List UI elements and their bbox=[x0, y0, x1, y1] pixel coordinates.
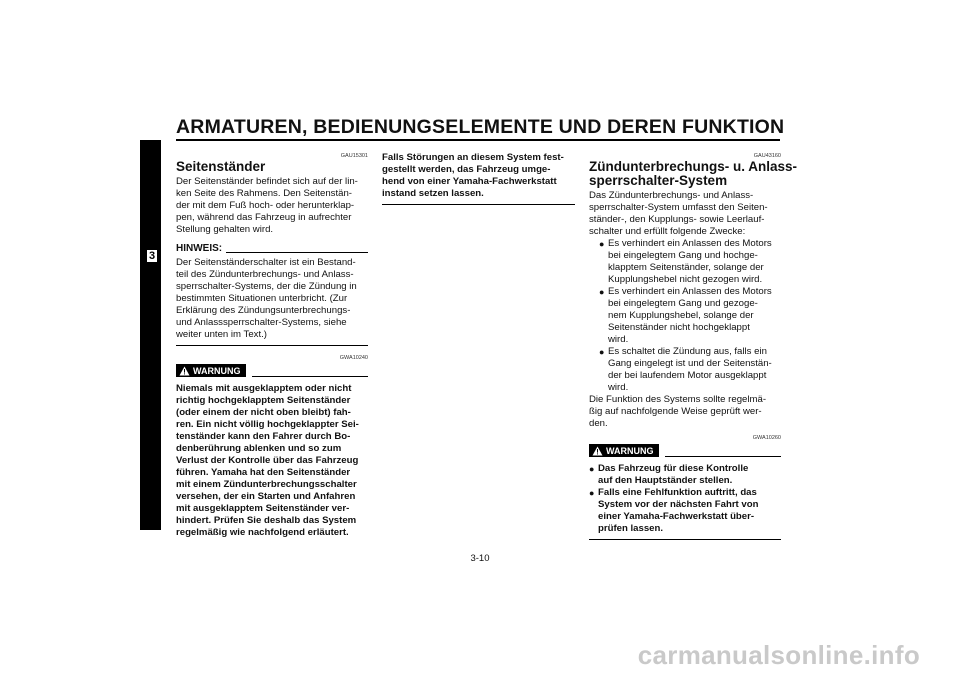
text-line: ren. Ein nicht völlig hochgeklappter Sei- bbox=[176, 419, 359, 430]
warning-text bbox=[176, 383, 368, 539]
section-tab bbox=[140, 140, 161, 530]
text-line: mit ausgeklapptem Seitenständer ver- bbox=[176, 503, 350, 514]
text-line: instand setzen lassen. bbox=[382, 188, 484, 199]
text-line: Die Funktion des Systems sollte regelmä- bbox=[589, 394, 767, 405]
text-line: Falls eine Fehlfunktion auftritt, das bbox=[598, 487, 757, 498]
text-line: auf den Hauptständer stellen. bbox=[598, 475, 733, 486]
warning-end-rule bbox=[589, 539, 781, 540]
list-item bbox=[599, 238, 781, 286]
warning-rule bbox=[252, 376, 369, 377]
text-line: ßig auf nachfolgende Weise geprüft wer- bbox=[589, 406, 762, 417]
text-line: regelmäßig wie nachfolgend erläutert. bbox=[176, 527, 349, 538]
text-line: Der Seitenständerschalter ist ein Bestand- bbox=[176, 257, 356, 268]
bullet-icon: ● bbox=[589, 488, 595, 498]
text-line: schalter und erfüllt folgende Zwecke: bbox=[589, 226, 746, 237]
text-line: prüfen lassen. bbox=[598, 523, 664, 534]
warning-badge bbox=[176, 364, 246, 377]
list-item bbox=[599, 346, 781, 394]
warning-triangle-icon bbox=[179, 366, 190, 376]
text-line: Stellung gehalten wird. bbox=[176, 224, 274, 235]
list-item bbox=[589, 487, 781, 535]
warning-text-continued bbox=[382, 152, 575, 200]
text-line: weiter unten im Text.) bbox=[176, 329, 267, 340]
note-label: HINWEIS: bbox=[176, 243, 223, 254]
warning-code: GWA10240 bbox=[339, 355, 368, 361]
text-line: sperrschalter-System umfasst den Seiten- bbox=[589, 202, 768, 213]
warning-bullet-list bbox=[589, 463, 781, 535]
text-line: Das Fahrzeug für diese Kontrolle bbox=[598, 463, 749, 474]
text-line: nem Kupplungshebel, solange der bbox=[608, 310, 754, 321]
text-line: führen. Yamaha hat den Seitenständer bbox=[176, 467, 351, 478]
text-line: Falls Störungen an diesem System fest- bbox=[382, 152, 564, 163]
text-line: ken Seite des Rahmens. Den Seitenstän- bbox=[176, 188, 352, 199]
text-line: teil des Zündunterbrechungs- und Anlass- bbox=[176, 269, 354, 280]
text-line: den. bbox=[589, 418, 608, 429]
note-header bbox=[176, 243, 368, 255]
bullet-icon: ● bbox=[589, 464, 595, 474]
warning-label: WARNUNG bbox=[606, 445, 654, 456]
bullet-icon: ● bbox=[599, 347, 605, 357]
text-line: denberührung ablenken und so zum bbox=[176, 443, 342, 454]
warning-header bbox=[176, 364, 368, 377]
warning-rule bbox=[665, 456, 782, 457]
text-line: Das Zündunterbrechungs- und Anlass- bbox=[589, 190, 754, 201]
text-line: hend von einer Yamaha-Fachwerkstatt bbox=[382, 176, 557, 187]
text-line: System vor der nächsten Fahrt von bbox=[598, 499, 759, 510]
text-line: wird. bbox=[608, 334, 629, 345]
text-line: Erklärung des Zündungsunterbrechungs- bbox=[176, 305, 351, 316]
note-text bbox=[176, 257, 368, 341]
bullet-icon: ● bbox=[599, 239, 605, 249]
list-item bbox=[589, 463, 781, 487]
section-heading-seitenstaender: Seitenständer bbox=[176, 159, 266, 174]
text-line: der mit dem Fuß hoch- oder herunterklap- bbox=[176, 200, 355, 211]
text-line: hindert. Prüfen Sie deshalb das System bbox=[176, 515, 357, 526]
note-end-rule bbox=[176, 345, 368, 346]
column-3 bbox=[589, 152, 798, 540]
bullet-icon: ● bbox=[599, 287, 605, 297]
text-line: Der Seitenständer befindet sich auf der lin- bbox=[176, 176, 358, 187]
list-item bbox=[599, 286, 781, 346]
section-code: GAU15301 bbox=[340, 153, 368, 159]
column-2 bbox=[382, 152, 575, 205]
text-line: pen, während das Fahrzeug in aufrechter bbox=[176, 212, 352, 223]
paragraph-intro bbox=[589, 190, 781, 238]
section-tab-number: 3 bbox=[148, 250, 156, 262]
warning-code: GWA10260 bbox=[752, 435, 781, 441]
paragraph-outro bbox=[589, 394, 781, 430]
text-line: sperrschalter-Systems, der die Zündung in bbox=[176, 281, 357, 292]
section-heading-zuendunterbrechung bbox=[589, 159, 798, 188]
text-line: Gang eingelegt ist und der Seitenstän- bbox=[608, 358, 772, 369]
text-line: Niemals mit ausgeklapptem oder nicht bbox=[176, 383, 352, 394]
text-line: versehen, der ein Starten und Anfahren bbox=[176, 491, 356, 502]
text-line: Es schaltet die Zündung aus, falls ein bbox=[608, 346, 767, 357]
text-line: der bei laufendem Motor ausgeklappt bbox=[608, 370, 767, 381]
warning-badge bbox=[589, 444, 659, 457]
title-rule bbox=[176, 139, 780, 141]
text-line: und Anlasssperrschalter-Systems, siehe bbox=[176, 317, 347, 328]
text-line: richtig hochgeklapptem Seitenständer bbox=[176, 395, 351, 406]
text-line: wird. bbox=[608, 382, 629, 393]
page-title: ARMATUREN, BEDIENUNGSELEMENTE UND DEREN FUNKTION bbox=[176, 116, 785, 138]
text-line: bei eingelegtem Gang und gezoge- bbox=[608, 298, 758, 309]
text-line: bei eingelegtem Gang und hochge- bbox=[608, 250, 758, 261]
text-line: ständer-, den Kupplungs- sowie Leerlauf- bbox=[589, 214, 765, 225]
bullet-list bbox=[589, 238, 781, 394]
warning-triangle-icon bbox=[592, 446, 603, 456]
heading-line: Zündunterbrechungs- u. Anlass- bbox=[589, 159, 798, 174]
section-code: GAU43160 bbox=[753, 153, 781, 159]
paragraph-seitenstaender bbox=[176, 176, 368, 236]
text-line: Es verhindert ein Anlassen des Motors bbox=[608, 286, 772, 297]
text-line: Es verhindert ein Anlassen des Motors bbox=[608, 238, 772, 249]
text-line: Kupplungshebel nicht gezogen wird. bbox=[608, 274, 763, 285]
heading-line: sperrschalter-System bbox=[589, 173, 728, 188]
page-number: 3-10 bbox=[470, 553, 490, 564]
warning-end-rule bbox=[382, 204, 575, 205]
text-line: mit einem Zündunterbrechungsschalter bbox=[176, 479, 357, 490]
text-line: gestellt werden, das Fahrzeug umge- bbox=[382, 164, 551, 175]
warning-label: WARNUNG bbox=[193, 365, 241, 376]
note-rule bbox=[226, 252, 368, 253]
watermark: carmanualsonline.info bbox=[637, 640, 920, 670]
text-line: Verlust der Kontrolle über das Fahrzeug bbox=[176, 455, 359, 466]
text-line: Seitenständer nicht hochgeklappt bbox=[608, 322, 750, 333]
column-1 bbox=[176, 152, 368, 539]
text-line: einer Yamaha-Fachwerkstatt über- bbox=[598, 511, 755, 522]
text-line: (oder einem der nicht oben bleibt) fah- bbox=[176, 407, 351, 418]
warning-header bbox=[589, 444, 781, 457]
text-line: bestimmten Situationen unterbricht. (Zur bbox=[176, 293, 348, 304]
text-line: klapptem Seitenständer, solange der bbox=[608, 262, 764, 273]
text-line: tenständer kann den Fahrer durch Bo- bbox=[176, 431, 351, 442]
